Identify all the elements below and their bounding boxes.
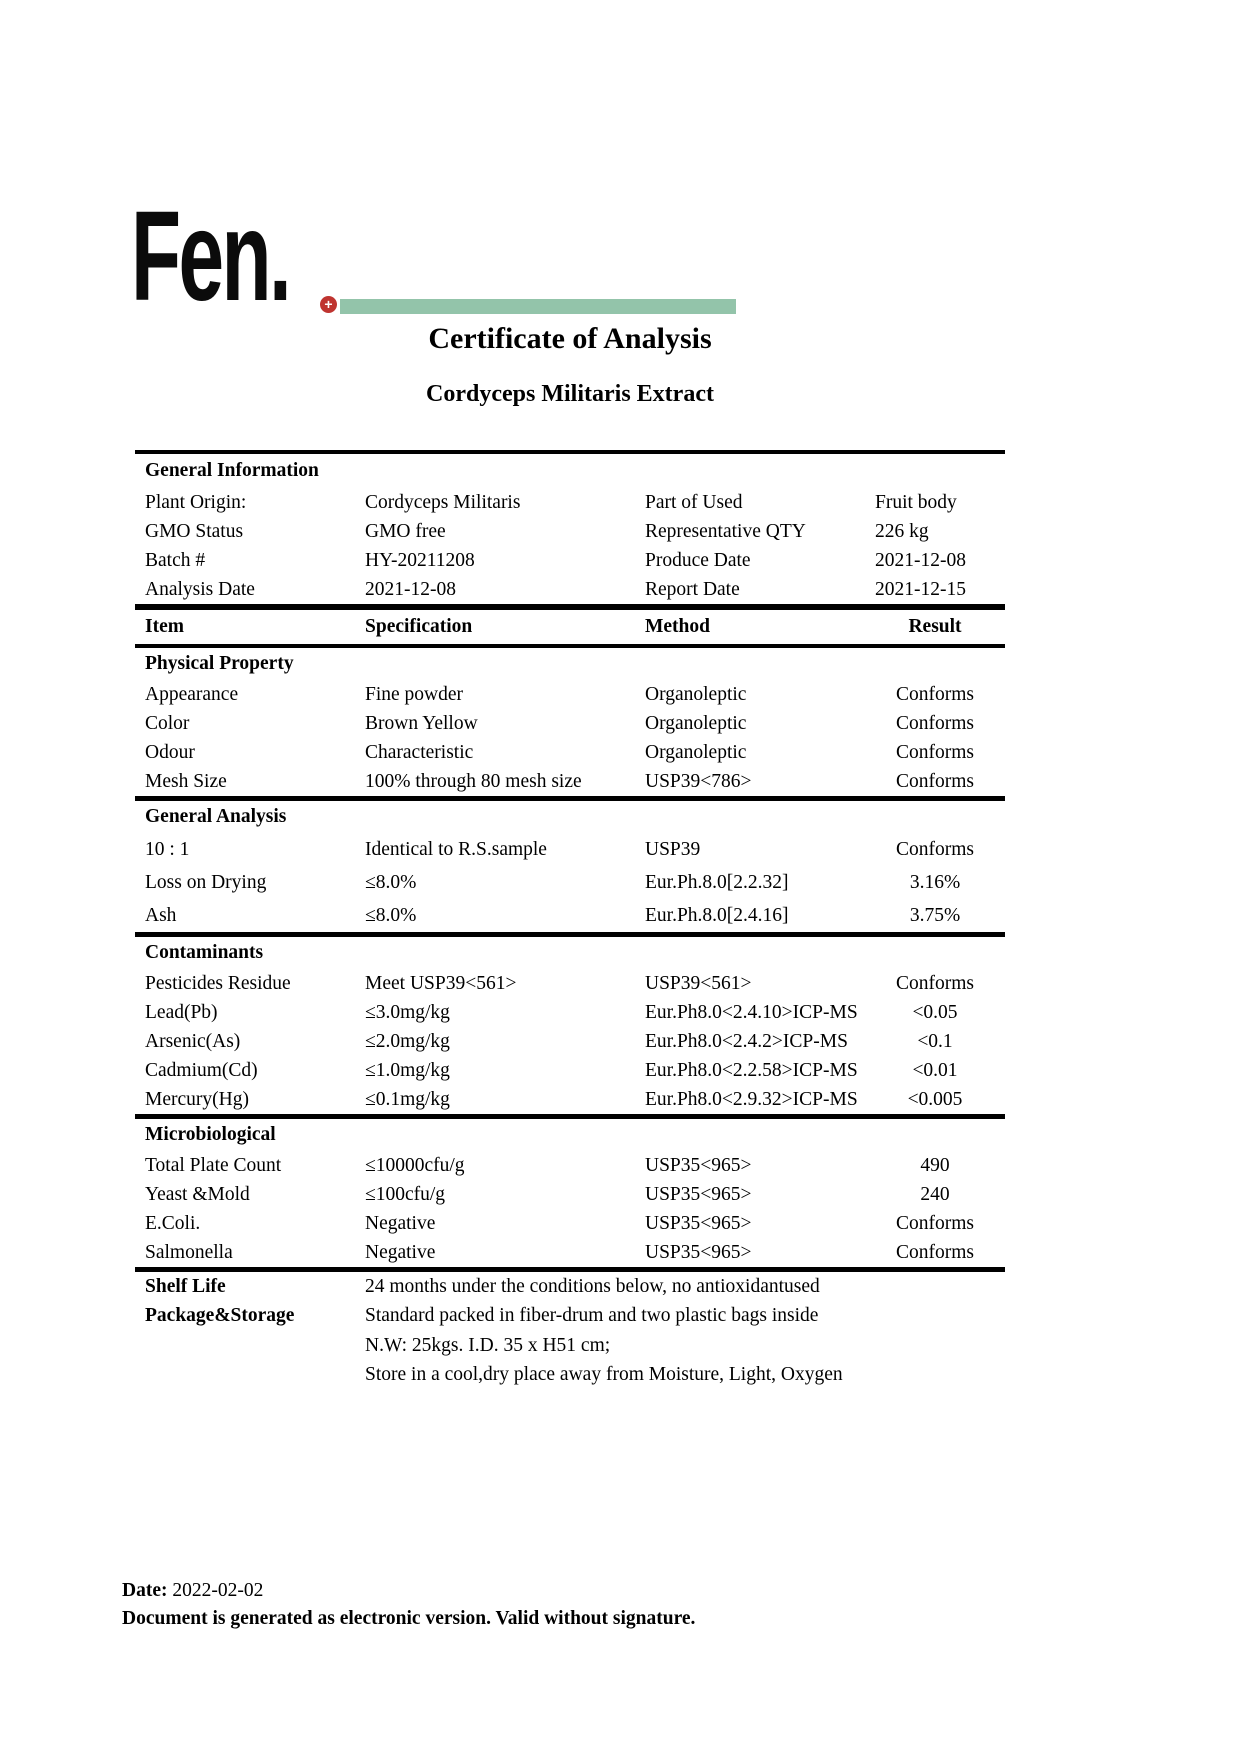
item-cell: E.Coli. — [145, 1212, 201, 1234]
table-row — [135, 738, 1005, 767]
section-heading-physical-property: Physical Property — [145, 653, 294, 674]
table-row — [135, 1085, 1005, 1114]
document-footer — [122, 1580, 695, 1630]
specification-cell: Brown Yellow — [365, 712, 478, 734]
table-row — [135, 1180, 1005, 1209]
method-cell: USP39<786> — [645, 770, 752, 792]
specification-cell: ≤0.1mg/kg — [365, 1088, 450, 1110]
info-value: GMO free — [365, 520, 446, 542]
shelf-life-label: Shelf Life — [145, 1275, 226, 1297]
item-cell: Odour — [145, 741, 195, 763]
plus-badge-icon: + — [320, 296, 337, 313]
method-cell: USP39<561> — [645, 972, 752, 994]
package-storage-value: Standard packed in fiber-drum and two plastic bags inside — [365, 1305, 819, 1327]
method-cell: Eur.Ph8.0<2.2.58>ICP-MS — [645, 1059, 858, 1081]
electronic-version-note: Document is generated as electronic version. Valid without signature. — [122, 1608, 696, 1629]
info-value: Cordyceps Militaris — [365, 491, 521, 513]
section-heading-contaminants: Contaminants — [145, 942, 264, 963]
item-cell: Lead(Pb) — [145, 1001, 218, 1023]
result-cell: Conforms — [896, 683, 974, 705]
result-cell: <0.005 — [907, 1088, 963, 1110]
table-row — [135, 1151, 1005, 1180]
info-label: Plant Origin: — [145, 491, 247, 513]
net-weight-value: N.W: 25kgs. I.D. 35 x H51 cm; — [365, 1334, 611, 1356]
table-row — [135, 1027, 1005, 1056]
result-cell: 240 — [920, 1183, 950, 1205]
column-header-result: Result — [908, 616, 962, 637]
table-row — [135, 680, 1005, 709]
column-header-method: Method — [645, 616, 710, 637]
specification-cell: ≤2.0mg/kg — [365, 1030, 450, 1052]
specification-cell: ≤8.0% — [365, 904, 417, 926]
method-cell: USP35<965> — [645, 1183, 752, 1205]
specification-cell: ≤1.0mg/kg — [365, 1059, 450, 1081]
item-cell: Yeast &Mold — [145, 1183, 250, 1205]
result-cell: Conforms — [896, 770, 974, 792]
specification-cell: Negative — [365, 1212, 436, 1234]
result-cell: Conforms — [896, 972, 974, 994]
table-row — [135, 767, 1005, 796]
item-cell: 10 : 1 — [145, 838, 190, 860]
info-label: Produce Date — [645, 549, 751, 571]
specification-cell: ≤8.0% — [365, 871, 417, 893]
method-cell: USP35<965> — [645, 1241, 752, 1263]
table-row — [135, 969, 1005, 998]
specification-cell: Negative — [365, 1241, 436, 1263]
certificate-table — [135, 450, 1005, 1390]
storage-conditions-value: Store in a cool,dry place away from Moisture, Light, Oxygen — [365, 1364, 843, 1386]
result-cell: <0.05 — [912, 1001, 958, 1023]
info-value: 226 kg — [875, 520, 929, 542]
specification-cell: Identical to R.S.sample — [365, 838, 547, 860]
general-information-heading: General Information — [145, 460, 319, 481]
item-cell: Salmonella — [145, 1241, 233, 1263]
section-heading-microbiological: Microbiological — [145, 1124, 276, 1145]
specification-cell: Meet USP39<561> — [365, 972, 517, 994]
package-storage-label: Package&Storage — [145, 1305, 295, 1327]
method-cell: Eur.Ph8.0<2.4.10>ICP-MS — [645, 1001, 858, 1023]
specification-cell: 100% through 80 mesh size — [365, 770, 582, 792]
info-label: GMO Status — [145, 520, 244, 542]
table-row — [135, 709, 1005, 738]
method-cell: USP35<965> — [645, 1154, 752, 1176]
item-cell: Total Plate Count — [145, 1154, 282, 1176]
result-cell: Conforms — [896, 741, 974, 763]
result-cell: Conforms — [896, 712, 974, 734]
specification-cell: ≤10000cfu/g — [365, 1154, 465, 1176]
logo-accent-bar — [340, 299, 736, 314]
info-label: Representative QTY — [645, 520, 806, 542]
table-row — [135, 517, 1005, 546]
result-cell: Conforms — [896, 1241, 974, 1263]
result-cell: <0.01 — [912, 1059, 958, 1081]
item-cell: Arsenic(As) — [145, 1030, 241, 1052]
table-row — [135, 488, 1005, 517]
table-row — [135, 1056, 1005, 1085]
item-cell: Pesticides Residue — [145, 972, 291, 994]
item-cell: Mesh Size — [145, 770, 227, 792]
result-cell: 3.75% — [909, 904, 961, 926]
table-row — [135, 575, 1005, 604]
method-cell: Organoleptic — [645, 741, 747, 763]
method-cell: USP35<965> — [645, 1212, 752, 1234]
method-cell: Organoleptic — [645, 712, 747, 734]
result-cell: <0.1 — [917, 1030, 953, 1052]
info-label: Part of Used — [645, 491, 743, 513]
method-cell: Eur.Ph.8.0[2.2.32] — [645, 871, 789, 893]
table-row — [135, 1272, 1005, 1302]
info-value: Fruit body — [875, 491, 957, 513]
table-row — [135, 1361, 1005, 1391]
method-cell: Eur.Ph8.0<2.9.32>ICP-MS — [645, 1088, 858, 1110]
result-cell: 3.16% — [909, 871, 961, 893]
info-value: HY-20211208 — [365, 549, 475, 571]
table-row — [135, 1302, 1005, 1332]
specification-cell: Characteristic — [365, 741, 474, 763]
column-header-item: Item — [145, 616, 184, 637]
result-cell: Conforms — [896, 1212, 974, 1234]
item-cell: Ash — [145, 904, 177, 926]
table-row — [135, 899, 1005, 932]
date-line — [122, 1580, 695, 1602]
info-value: 2021-12-08 — [875, 549, 966, 571]
item-cell: Mercury(Hg) — [145, 1088, 249, 1110]
section-heading-general-analysis: General Analysis — [145, 806, 287, 827]
table-row — [135, 1209, 1005, 1238]
method-cell: Organoleptic — [645, 683, 747, 705]
info-label: Report Date — [645, 578, 740, 600]
info-label: Batch # — [145, 549, 206, 571]
product-subtitle: Cordyceps Militaris Extract — [426, 381, 714, 407]
method-cell: Eur.Ph8.0<2.4.2>ICP-MS — [645, 1030, 848, 1052]
date-label: Date: — [122, 1580, 168, 1601]
result-cell: Conforms — [896, 838, 974, 860]
method-cell: USP39 — [645, 838, 701, 860]
company-logo-wordmark: Fen. — [131, 185, 290, 328]
method-cell: Eur.Ph.8.0[2.4.16] — [645, 904, 789, 926]
specification-cell: ≤100cfu/g — [365, 1183, 446, 1205]
column-header-specification: Specification — [365, 616, 473, 637]
column-header-row — [135, 610, 1005, 644]
item-cell: Color — [145, 712, 190, 734]
item-cell: Loss on Drying — [145, 871, 267, 893]
specification-cell: Fine powder — [365, 683, 464, 705]
table-row — [135, 833, 1005, 866]
info-value: 2021-12-15 — [875, 578, 966, 600]
table-row — [135, 546, 1005, 575]
info-value: 2021-12-08 — [365, 578, 456, 600]
shelf-life-value: 24 months under the conditions below, no antioxidantused — [365, 1275, 820, 1297]
specification-cell: ≤3.0mg/kg — [365, 1001, 450, 1023]
table-row — [135, 1331, 1005, 1361]
result-cell: 490 — [920, 1154, 950, 1176]
table-row — [135, 866, 1005, 899]
table-row — [135, 998, 1005, 1027]
table-row — [135, 1238, 1005, 1267]
item-cell: Cadmium(Cd) — [145, 1059, 258, 1081]
info-label: Analysis Date — [145, 578, 255, 600]
item-cell: Appearance — [145, 683, 239, 705]
page-title: Certificate of Analysis — [428, 322, 712, 355]
date-value: 2022-02-02 — [172, 1580, 264, 1601]
